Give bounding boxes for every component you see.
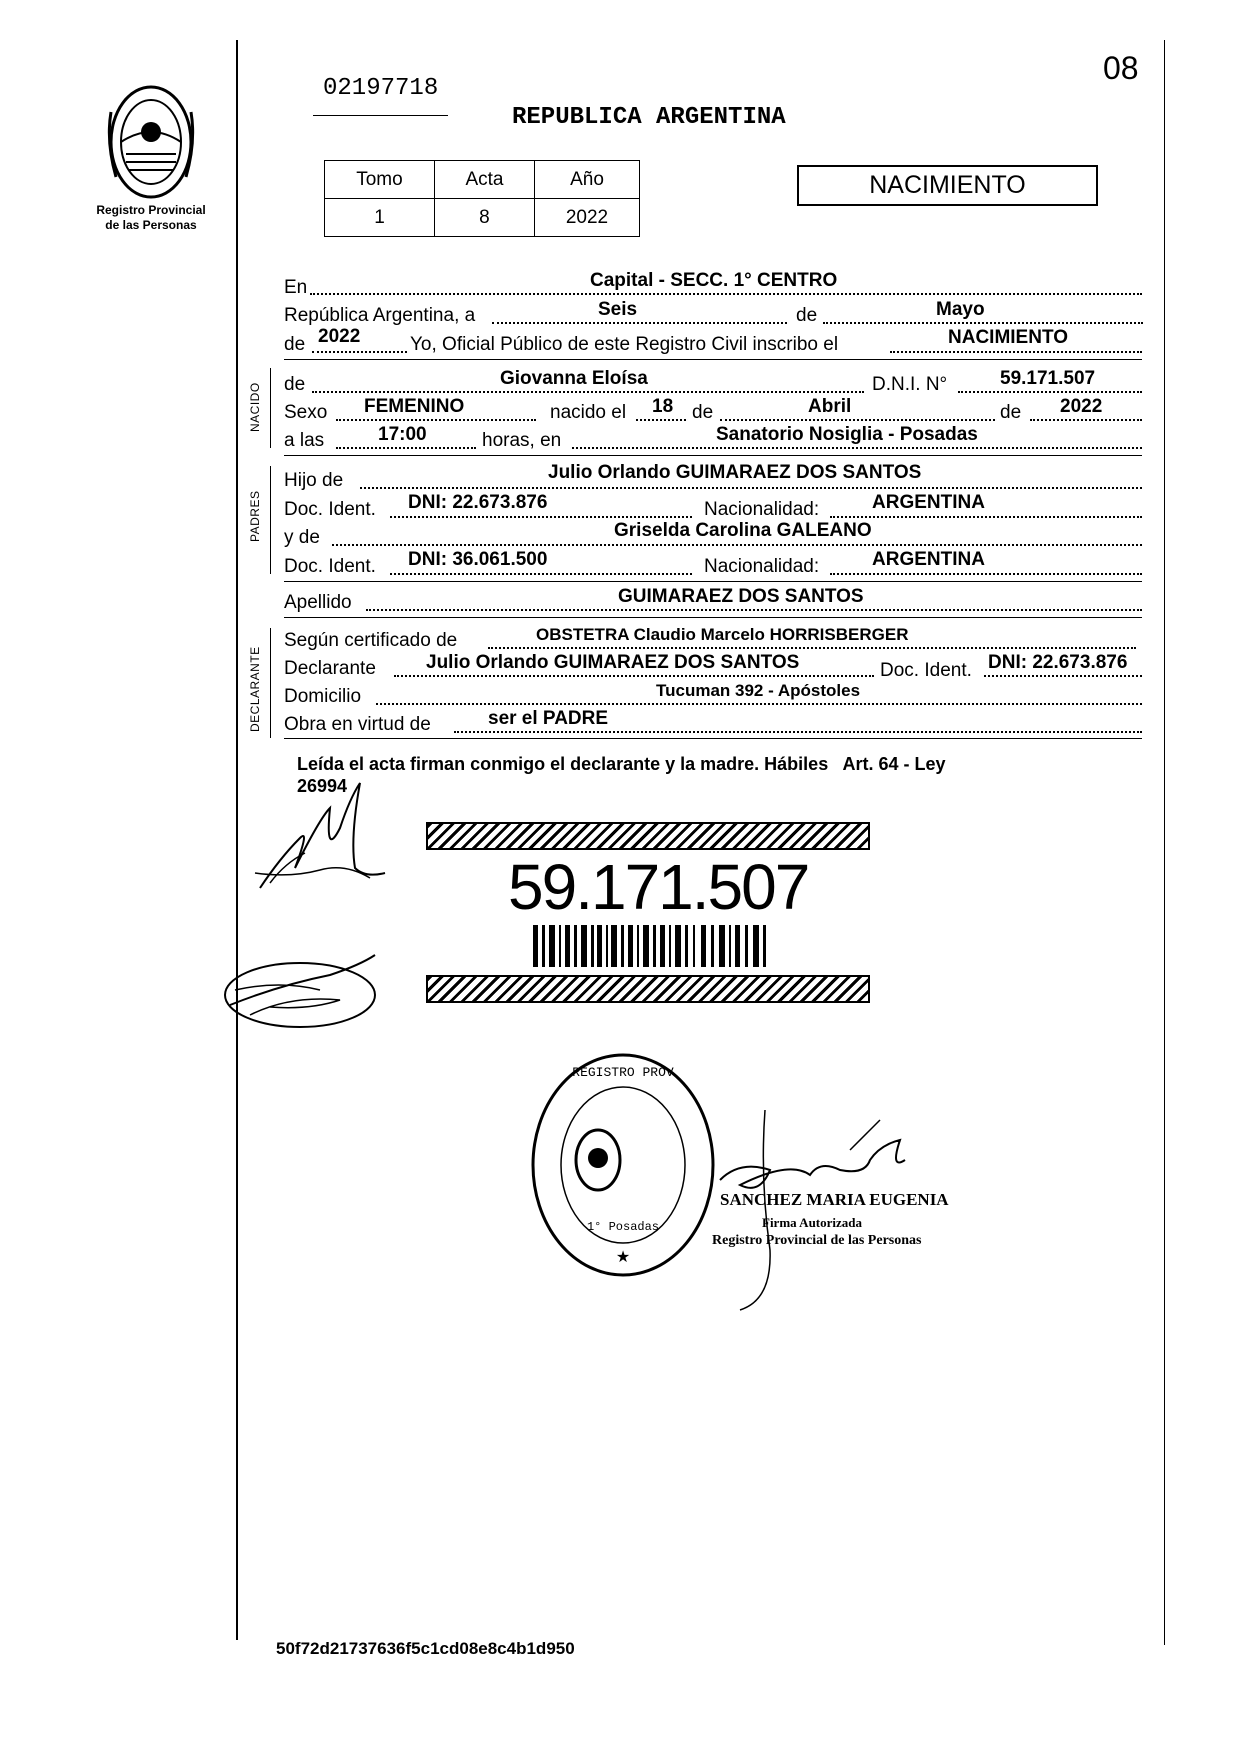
section-divider-4 bbox=[284, 617, 1142, 618]
act-type-box bbox=[797, 165, 1098, 206]
cert-dots bbox=[488, 647, 1136, 649]
padre-nac-value: ARGENTINA bbox=[872, 492, 985, 513]
tomo-acta-table bbox=[324, 160, 640, 237]
anio-value: 2022 bbox=[534, 199, 639, 237]
domicilio-label: Domicilio bbox=[284, 686, 362, 707]
de2-label: de bbox=[284, 334, 306, 355]
mes-dots bbox=[823, 322, 1143, 324]
official-name: SANCHEZ MARIA EUGENIA bbox=[720, 1190, 949, 1209]
en-label: En bbox=[284, 277, 308, 298]
madre-doc-dots bbox=[390, 573, 692, 575]
acta-value: 8 bbox=[434, 199, 534, 237]
obra-dots bbox=[454, 731, 1142, 733]
declarante-label: Declarante bbox=[284, 658, 376, 679]
de-label: de bbox=[796, 305, 818, 326]
tipo-dots bbox=[890, 351, 1142, 353]
anio-dots bbox=[312, 351, 407, 353]
nacido-el-label: nacido el bbox=[550, 402, 627, 423]
anio-header: Año bbox=[534, 161, 639, 199]
cert-label: Según certificado de bbox=[284, 630, 458, 651]
section-divider-5 bbox=[284, 738, 1142, 739]
anio-value-text: 2022 bbox=[318, 326, 361, 347]
nombre-dots bbox=[312, 391, 864, 393]
coat-of-arms-icon bbox=[96, 82, 206, 202]
tipo-value: NACIMIENTO bbox=[948, 327, 1068, 348]
mes-value: Mayo bbox=[936, 299, 985, 320]
republica-label: República Argentina, a bbox=[284, 305, 476, 326]
section-divider-2 bbox=[284, 455, 1142, 456]
apellido-label: Apellido bbox=[284, 592, 352, 613]
obra-label: Obra en virtud de bbox=[284, 714, 431, 735]
sticker-barcode bbox=[533, 925, 773, 967]
dia-dots bbox=[636, 419, 686, 421]
nacido-section-label: NACIDO bbox=[248, 382, 262, 432]
oficial-text: Yo, Oficial Público de este Registro Civil inscribo el bbox=[410, 334, 839, 355]
footer-hash: 50f72d21737636f5c1cd08e8c4b1d950 bbox=[276, 1639, 575, 1658]
nacido-bracket bbox=[270, 368, 271, 448]
act-type-label: NACIMIENTO bbox=[869, 171, 1026, 199]
nacido-mes: Abril bbox=[808, 396, 852, 417]
padre-doc-label: Doc. Ident. bbox=[284, 499, 376, 520]
svg-text:REGISTRO PROV: REGISTRO PROV bbox=[572, 1065, 674, 1080]
mes2-dots bbox=[720, 419, 995, 421]
dia-value: Seis bbox=[598, 299, 638, 320]
sexo-dots bbox=[336, 419, 536, 421]
padre-doc-dots bbox=[390, 516, 692, 518]
hora-value: 17:00 bbox=[378, 424, 427, 445]
madre-value: Griselda Carolina GALEANO bbox=[614, 520, 872, 541]
madre-nac-value: ARGENTINA bbox=[872, 549, 985, 570]
control-number-underline bbox=[313, 115, 448, 116]
republica-dots bbox=[492, 322, 787, 324]
svg-text:1° Posadas: 1° Posadas bbox=[586, 1220, 660, 1234]
madre-signature bbox=[220, 945, 390, 1035]
sexo-value: FEMENINO bbox=[364, 396, 465, 417]
closing-line-2: 26994 bbox=[297, 776, 348, 796]
acta-header: Acta bbox=[434, 161, 534, 199]
padres-bracket bbox=[270, 466, 271, 574]
country-title: REPUBLICA ARGENTINA bbox=[512, 104, 786, 131]
nacido-anio: 2022 bbox=[1060, 396, 1103, 417]
declarante-doc-value: DNI: 22.673.876 bbox=[988, 652, 1128, 673]
madre-nac-label: Nacionalidad: bbox=[704, 556, 820, 577]
margin-line bbox=[236, 40, 238, 1640]
dni-dots bbox=[958, 391, 1142, 393]
padre-value: Julio Orlando GUIMARAEZ DOS SANTOS bbox=[548, 462, 922, 483]
section-divider-1 bbox=[284, 359, 1142, 360]
en-dots bbox=[310, 293, 1142, 295]
horas-label: horas, en bbox=[482, 430, 562, 451]
dni-label: D.N.I. N° bbox=[872, 374, 948, 395]
y-de-label: y de bbox=[284, 527, 320, 548]
padre-dots bbox=[360, 487, 1142, 489]
domicilio-value: Tucuman 392 - Apóstoles bbox=[656, 681, 861, 700]
closing-line-1: Leída el acta firman conmigo el declarante y la madre. Hábiles Art. 64 - Ley bbox=[297, 754, 946, 774]
sticker-dni-number: 59.171.507 bbox=[508, 851, 809, 923]
apellido-dots bbox=[366, 609, 1142, 611]
control-number: 02197718 bbox=[323, 75, 439, 102]
logo-caption-2: de las Personas bbox=[105, 218, 197, 232]
cert-value: OBSTETRA Claudio Marcelo HORRISBERGER bbox=[536, 625, 909, 644]
declarante-value: Julio Orlando GUIMARAEZ DOS SANTOS bbox=[426, 652, 800, 673]
declarante-dots bbox=[394, 675, 874, 677]
anio2-dots bbox=[1030, 419, 1142, 421]
declarante-section-label: DECLARANTE bbox=[248, 646, 262, 732]
dni-value: 59.171.507 bbox=[1000, 368, 1096, 389]
madre-dni-value: DNI: 36.061.500 bbox=[408, 549, 548, 570]
en-value: Capital - SECC. 1° CENTRO bbox=[590, 270, 838, 291]
registry-stamp bbox=[528, 1050, 718, 1280]
sticker-top-band bbox=[426, 822, 870, 850]
logo-caption-1: Registro Provincial bbox=[96, 203, 206, 217]
hora-dots bbox=[336, 447, 476, 449]
official-org: Registro Provincial de las Personas bbox=[712, 1233, 922, 1248]
province-logo bbox=[96, 82, 206, 202]
nombre-value: Giovanna Eloísa bbox=[500, 368, 648, 389]
declarante-bracket bbox=[270, 628, 271, 738]
sticker-bottom-band bbox=[426, 975, 870, 1003]
padre-nac-label: Nacionalidad: bbox=[704, 499, 820, 520]
madre-nac-dots bbox=[830, 573, 1142, 575]
declarante-doc-dots bbox=[984, 675, 1142, 677]
nacido-de-label-3: de bbox=[1000, 402, 1022, 423]
hijo-de-label: Hijo de bbox=[284, 470, 344, 491]
nacido-de-label-2: de bbox=[692, 402, 714, 423]
nacido-de-label: de bbox=[284, 374, 306, 395]
lugar-dots bbox=[572, 447, 1142, 449]
tomo-value: 1 bbox=[325, 199, 435, 237]
right-border-line bbox=[1164, 40, 1165, 1645]
official-role: Firma Autorizada bbox=[762, 1215, 863, 1230]
declarante-signature bbox=[250, 778, 400, 903]
page-number: 08 bbox=[1103, 50, 1139, 86]
section-divider-3 bbox=[284, 581, 1142, 582]
nacido-dia: 18 bbox=[652, 396, 674, 417]
lugar-value: Sanatorio Nosiglia - Posadas bbox=[716, 424, 978, 445]
declarante-doc-label: Doc. Ident. bbox=[880, 660, 972, 681]
padre-nac-dots bbox=[830, 516, 1142, 518]
domicilio-dots bbox=[376, 703, 1142, 705]
madre-doc-label: Doc. Ident. bbox=[284, 556, 376, 577]
sexo-label: Sexo bbox=[284, 402, 328, 423]
madre-dots bbox=[332, 544, 1142, 546]
padres-section-label: PADRES bbox=[248, 490, 262, 542]
tomo-header: Tomo bbox=[325, 161, 435, 199]
svg-text:★: ★ bbox=[615, 1249, 631, 1266]
obra-value: ser el PADRE bbox=[488, 708, 609, 729]
a-las-label: a las bbox=[284, 430, 325, 451]
padre-dni-value: DNI: 22.673.876 bbox=[408, 492, 548, 513]
apellido-value: GUIMARAEZ DOS SANTOS bbox=[618, 586, 864, 607]
